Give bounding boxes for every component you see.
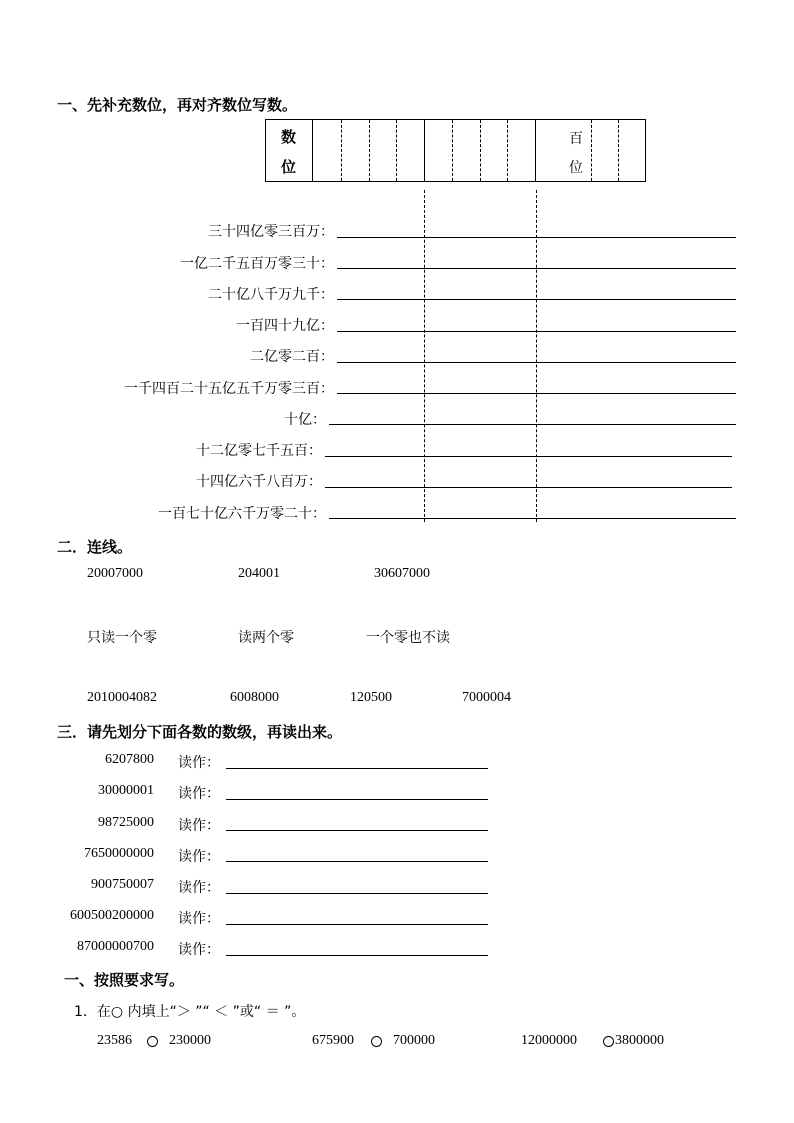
read-number: 87000000700 — [77, 939, 154, 954]
table-dash — [369, 120, 370, 181]
read-number: 600500200000 — [70, 908, 154, 923]
read-answer-line[interactable] — [226, 955, 488, 956]
read-label: 读作： — [178, 755, 220, 771]
table-divider — [424, 120, 425, 181]
question-1: 1．在○ 内填上“＞ ”“ ＜ ”或“ ＝ ”。 — [74, 1004, 306, 1020]
answer-line[interactable] — [337, 237, 736, 238]
read-label: 读作： — [178, 911, 220, 927]
guide-dash — [536, 190, 537, 522]
match-label[interactable]: 一个零也不读 — [366, 630, 450, 646]
number-word: 十二亿零七千五百： — [196, 443, 322, 459]
number-word: 十四亿六千八百万： — [196, 474, 322, 490]
compare-circle[interactable] — [147, 1036, 158, 1047]
read-answer-line[interactable] — [226, 893, 488, 894]
number-word: 十亿： — [284, 412, 326, 428]
number-word: 三十四亿零三百万： — [208, 224, 334, 240]
answer-line[interactable] — [325, 487, 732, 488]
answer-line[interactable] — [329, 424, 736, 425]
table-cell-label: 位 — [569, 160, 583, 176]
compare-left: 12000000 — [521, 1033, 577, 1048]
number-word: 一百四十九亿： — [236, 318, 334, 334]
table-dash — [618, 120, 619, 181]
match-number[interactable]: 20007000 — [87, 566, 143, 581]
answer-line[interactable] — [337, 299, 736, 300]
answer-line[interactable] — [337, 362, 736, 363]
read-number: 7650000000 — [84, 846, 154, 861]
table-cell-label: 位 — [281, 158, 297, 176]
number-word: 二十亿八千万九千： — [208, 287, 334, 303]
read-label: 读作： — [178, 818, 220, 834]
match-number[interactable]: 120500 — [350, 690, 392, 705]
table-dash — [341, 120, 342, 181]
table-cell-label: 百 — [569, 131, 583, 147]
read-answer-line[interactable] — [226, 924, 488, 925]
read-number: 98725000 — [98, 815, 154, 830]
compare-right: 230000 — [169, 1033, 211, 1048]
answer-line[interactable] — [337, 393, 736, 394]
table-cell-label: 数 — [281, 128, 297, 146]
read-answer-line[interactable] — [226, 799, 488, 800]
compare-right: 700000 — [393, 1033, 435, 1048]
read-label: 读作： — [178, 849, 220, 865]
number-word: 二亿零二百： — [250, 349, 334, 365]
read-number: 30000001 — [98, 783, 154, 798]
place-value-table — [265, 119, 646, 182]
table-dash — [507, 120, 508, 181]
match-number[interactable]: 2010004082 — [87, 690, 157, 705]
table-divider — [535, 120, 536, 181]
match-label[interactable]: 读两个零 — [238, 630, 294, 646]
compare-circle[interactable] — [371, 1036, 382, 1047]
answer-line[interactable] — [325, 456, 732, 457]
table-divider — [312, 120, 313, 181]
read-answer-line[interactable] — [226, 861, 488, 862]
match-number[interactable]: 6008000 — [230, 690, 279, 705]
answer-line[interactable] — [337, 268, 736, 269]
read-answer-line[interactable] — [226, 830, 488, 831]
read-label: 读作： — [178, 880, 220, 896]
match-number[interactable]: 30607000 — [374, 566, 430, 581]
match-number[interactable]: 204001 — [238, 566, 280, 581]
compare-left: 23586 — [97, 1033, 132, 1048]
table-dash — [591, 120, 592, 181]
section3-heading: 三．请先划分下面各数的数级，再读出来。 — [57, 723, 343, 741]
table-dash — [480, 120, 481, 181]
answer-line[interactable] — [337, 331, 736, 332]
compare-right: 3800000 — [615, 1033, 664, 1048]
number-word: 一千四百二十五亿五千万零三百： — [124, 381, 334, 397]
match-label[interactable]: 只读一个零 — [87, 630, 157, 646]
table-dash — [396, 120, 397, 181]
match-number[interactable]: 7000004 — [462, 690, 511, 705]
read-number: 6207800 — [105, 752, 154, 767]
section4-heading: 一、按照要求写。 — [64, 971, 185, 989]
guide-dash — [424, 190, 425, 522]
section1-heading: 一、先补充数位，再对齐数位写数。 — [57, 96, 298, 114]
compare-left: 675900 — [312, 1033, 354, 1048]
read-label: 读作： — [178, 786, 220, 802]
read-number: 900750007 — [91, 877, 154, 892]
read-answer-line[interactable] — [226, 768, 488, 769]
number-word: 一亿二千五百万零三十： — [180, 256, 334, 272]
table-dash — [452, 120, 453, 181]
number-word: 一百七十亿六千万零二十： — [158, 506, 326, 522]
compare-circle[interactable] — [603, 1036, 614, 1047]
section2-heading: 二．连线。 — [57, 538, 133, 556]
answer-line[interactable] — [329, 518, 736, 519]
read-label: 读作： — [178, 942, 220, 958]
